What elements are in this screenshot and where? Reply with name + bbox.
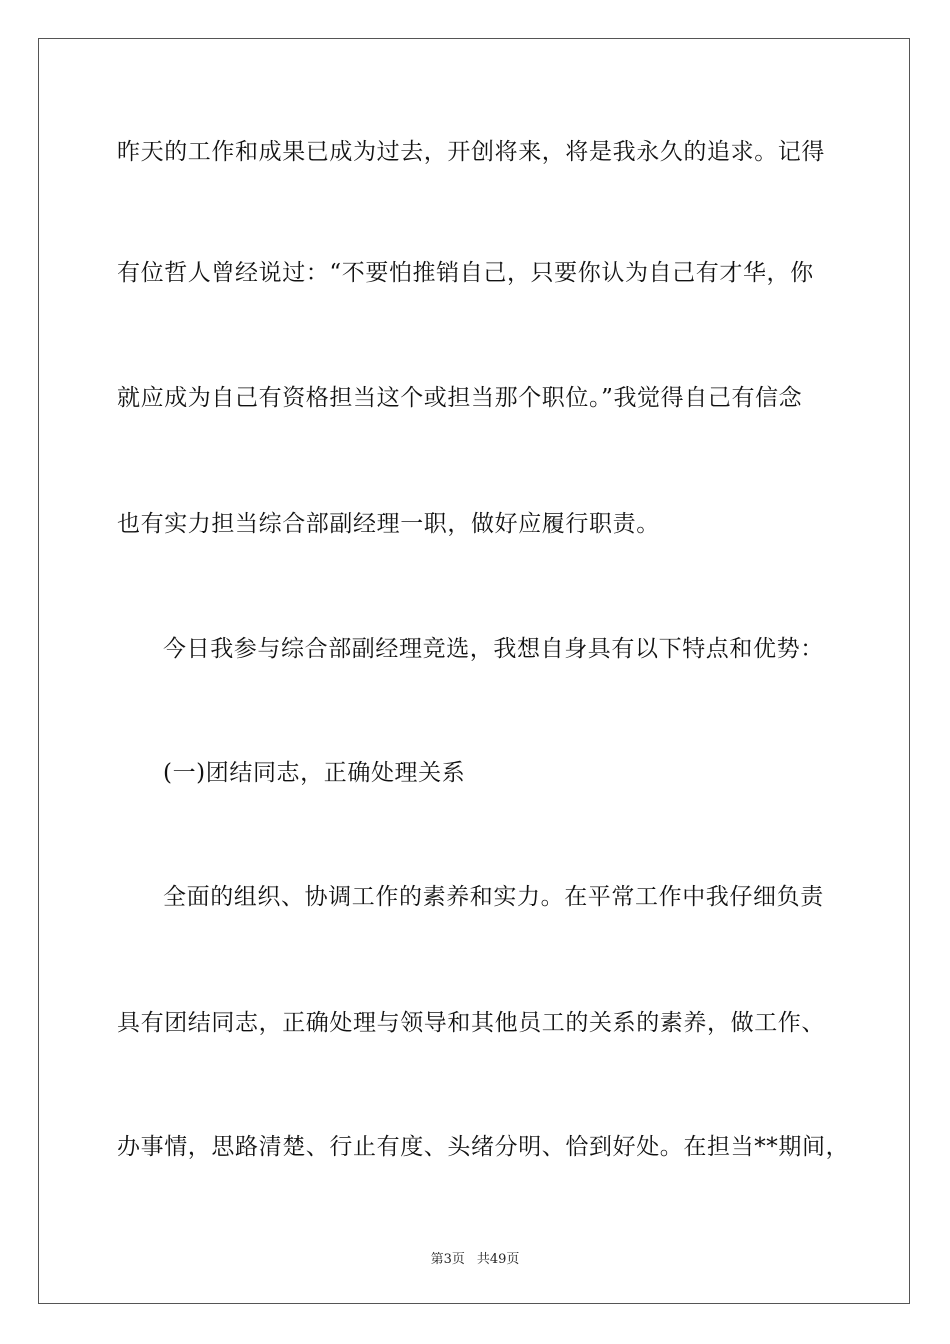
paragraph-line: 今日我参与综合部副经理竞选，我想自身具有以下特点和优势： [163,636,824,662]
paragraph-line: 具有团结同志，正确处理与领导和其他员工的关系的素养，做工作、 [117,1010,825,1036]
paragraph-line: 昨天的工作和成果已成为过去，开创将来，将是我永久的追求。记得 [117,139,825,165]
page-border [38,38,910,1304]
page-number-total: 共49页 [476,1252,520,1267]
paragraph-line: 全面的组织、协调工作的素养和实力。在平常工作中我仔细负责 [163,884,824,910]
page-footer [0,1248,950,1267]
page-number-current: 第3页 [430,1252,465,1267]
paragraph-line: 办事情，思路清楚、行止有度、头绪分明、恰到好处。在担当**期间， [117,1134,850,1160]
paragraph-line: 有位哲人曾经说过：“不要怕推销自己，只要你认为自己有才华，你 [117,260,814,286]
section-heading: (一)团结同志，正确处理关系 [163,760,466,786]
paragraph-line: 也有实力担当综合部副经理一职，做好应履行职责。 [117,511,660,537]
paragraph-line: 就应成为自己有资格担当这个或担当那个职位。”我觉得自己有信念 [117,385,803,411]
